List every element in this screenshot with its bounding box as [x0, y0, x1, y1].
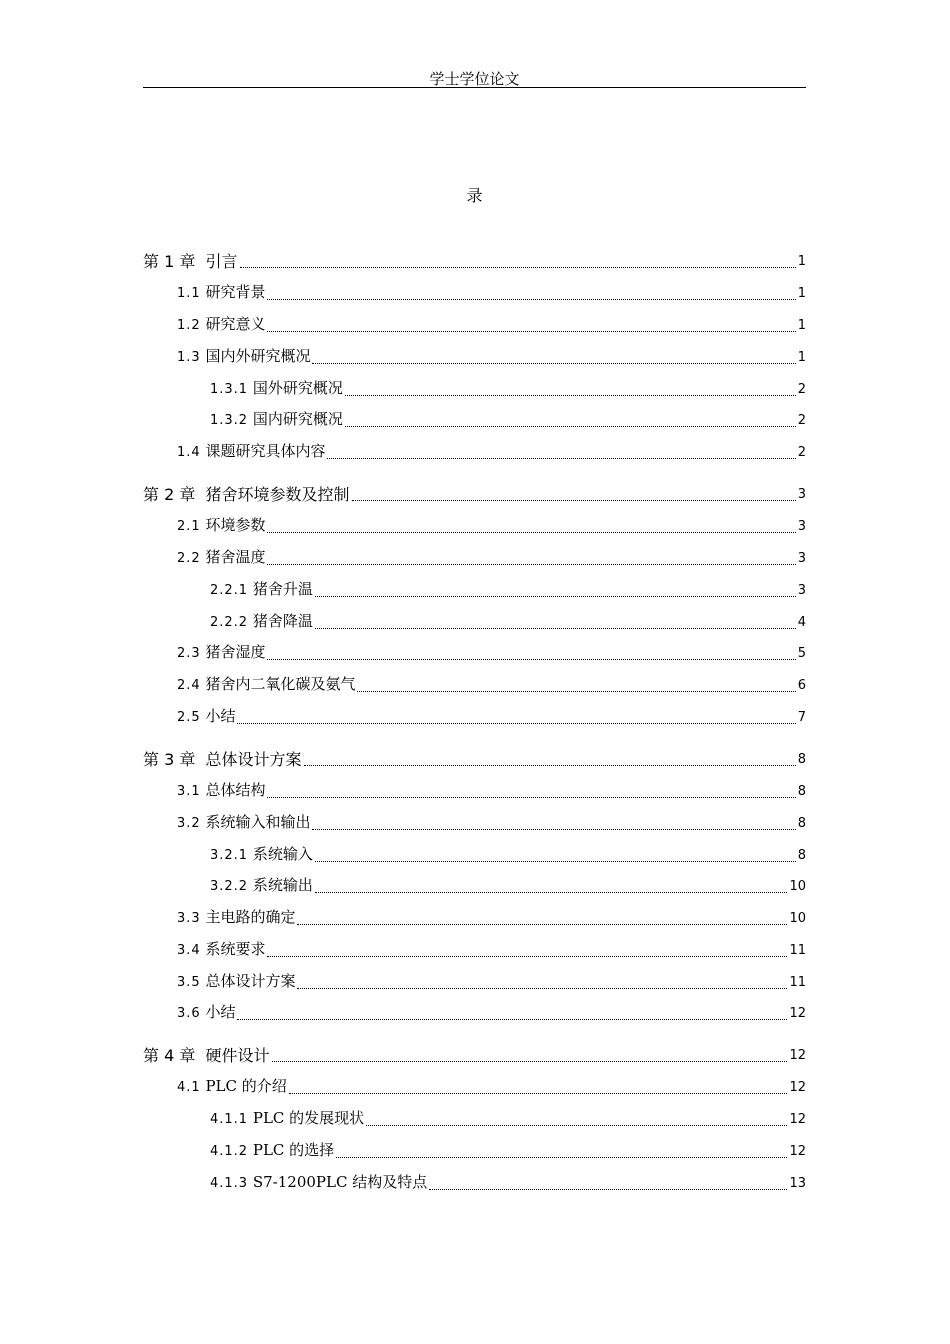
toc-page-number: 1: [797, 254, 806, 269]
toc-entry-text: [210, 611, 313, 633]
toc-entry-text: [177, 971, 295, 993]
toc-entry-text: [210, 1172, 427, 1194]
toc-entry-text: [210, 409, 343, 431]
toc-entry-number: 3.5: [177, 975, 201, 990]
toc-entry-text: [177, 441, 325, 463]
toc-page-number: 1: [797, 286, 806, 301]
toc-page-number: 12: [789, 1080, 806, 1095]
toc-entry-text: [210, 378, 343, 400]
toc-entry[interactable]: [143, 873, 806, 897]
toc-entry-number: 1.3: [177, 350, 201, 365]
toc-entry[interactable]: [143, 937, 806, 961]
toc-entry-text: [210, 875, 313, 897]
toc-entry[interactable]: [143, 439, 806, 463]
toc-entry[interactable]: [143, 481, 806, 505]
toc-entry-number: 1.2: [177, 318, 201, 333]
toc-page-number: 3: [797, 487, 806, 502]
toc-dot-leader: [267, 563, 795, 565]
toc-entry-text: [210, 1108, 364, 1130]
toc-page-number: 5: [797, 646, 806, 661]
toc-entry-label: 课题研究具体内容: [205, 442, 326, 460]
toc-entry[interactable]: [143, 746, 806, 770]
toc-entry-number: 4.1.2: [210, 1144, 249, 1159]
toc-page-number: 7: [797, 710, 806, 725]
toc-entry-label: 小结: [205, 707, 236, 725]
toc-entry-text: [177, 780, 265, 802]
toc-entry-label: 研究背景: [205, 283, 266, 301]
toc-entry-number: 3.2.1: [210, 848, 249, 863]
toc-entry-label: PLC 的介绍: [205, 1077, 287, 1095]
toc-entry[interactable]: [143, 577, 806, 601]
toc-page-number: 4: [797, 615, 806, 630]
toc-page-number: 8: [797, 816, 806, 831]
toc-entry[interactable]: [143, 280, 806, 304]
header-rule: [143, 87, 806, 88]
toc-entry[interactable]: [143, 1042, 806, 1066]
toc-entry-number: 2.3: [177, 646, 201, 661]
toc-dot-leader: [267, 658, 795, 660]
toc-entry-text: [177, 674, 355, 696]
toc-entry-label: 主电路的确定: [205, 908, 296, 926]
toc-entry-number: 2.5: [177, 710, 201, 725]
toc-entry-label: 系统要求: [205, 940, 266, 958]
toc-entry-label: 系统输入和输出: [205, 813, 311, 831]
toc-page-number: 3: [797, 551, 806, 566]
toc-entry-number: 4.1.3: [210, 1176, 249, 1191]
toc-entry[interactable]: [143, 312, 806, 336]
toc-entry-text: [143, 750, 302, 770]
toc-entry-text: [177, 706, 235, 728]
toc-entry-label: 引言: [205, 252, 238, 271]
toc-entry-number: 第 1 章: [143, 252, 196, 271]
toc-entry[interactable]: [143, 640, 806, 664]
toc-entry-label: 猪舍升温: [252, 580, 313, 598]
toc-dot-leader: [289, 1092, 788, 1094]
running-header: 学士学位论文: [429, 70, 520, 88]
toc-entry-number: 1.4: [177, 445, 201, 460]
toc-page-number: 11: [789, 975, 806, 990]
toc-entry-label: 总体设计方案: [205, 750, 302, 769]
toc-entry[interactable]: [143, 1000, 806, 1024]
toc-page-number: 10: [789, 879, 806, 894]
toc-entry-number: 1.1: [177, 286, 201, 301]
toc-dot-leader: [336, 1156, 787, 1158]
toc-entry-label: PLC 的发展现状: [252, 1109, 365, 1127]
toc-entry-text: [177, 1002, 235, 1024]
toc-entry-text: [177, 314, 265, 336]
toc-entry[interactable]: [143, 842, 806, 866]
toc-entry-number: 2.2.1: [210, 583, 249, 598]
toc-entry-label: 系统输入: [252, 845, 313, 863]
toc-page-number: 10: [789, 911, 806, 926]
toc-entry-label: 总体设计方案: [205, 972, 296, 990]
toc-entry[interactable]: [143, 1170, 806, 1194]
toc-dot-leader: [429, 1188, 787, 1190]
toc-dot-leader: [312, 362, 795, 364]
toc-dot-leader: [327, 457, 795, 459]
toc-entry-label: 研究意义: [205, 315, 266, 333]
toc-entry-label: 国外研究概况: [252, 379, 343, 397]
toc-page-number: 2: [797, 413, 806, 428]
toc-entry-number: 3.4: [177, 943, 201, 958]
toc-entry[interactable]: [143, 344, 806, 368]
toc-page-number: 6: [797, 678, 806, 693]
toc-entry-label: 系统输出: [252, 876, 313, 894]
toc-entry-label: 猪舍湿度: [205, 643, 266, 661]
toc-entry-number: 1.3.2: [210, 413, 249, 428]
toc-entry[interactable]: [143, 1138, 806, 1162]
toc-entry-number: 1.3.1: [210, 382, 249, 397]
toc-page-number: 12: [789, 1048, 806, 1063]
toc-dot-leader: [366, 1124, 787, 1126]
toc-entry[interactable]: [143, 905, 806, 929]
toc-entry[interactable]: [143, 778, 806, 802]
toc-entry-text: [143, 252, 238, 272]
toc-dot-leader: [267, 531, 795, 533]
toc-dot-leader: [352, 499, 796, 501]
toc-dot-leader: [240, 266, 796, 268]
toc-entry-text: [210, 579, 313, 601]
toc-entry-number: 3.2.2: [210, 879, 249, 894]
toc-entry-text: [177, 547, 265, 569]
toc-dot-leader: [312, 828, 795, 830]
toc-page-number: 3: [797, 583, 806, 598]
toc-page-number: 8: [797, 752, 806, 767]
toc-entry[interactable]: [143, 1106, 806, 1130]
toc-entry[interactable]: [143, 704, 806, 728]
toc-page-number: 3: [797, 519, 806, 534]
toc-entry-text: [210, 844, 313, 866]
toc-entry[interactable]: [143, 969, 806, 993]
toc-dot-leader: [267, 298, 795, 300]
toc-entry-text: [177, 812, 310, 834]
toc-page-number: 8: [797, 848, 806, 863]
toc-entry[interactable]: [143, 376, 806, 400]
toc-entry-label: 国内外研究概况: [205, 347, 311, 365]
toc-dot-leader: [297, 923, 787, 925]
toc-entry[interactable]: [143, 545, 806, 569]
toc-entry[interactable]: [143, 609, 806, 633]
toc-entry-text: [177, 282, 265, 304]
toc-entry-text: [177, 1076, 287, 1098]
toc-entry-number: 第 4 章: [143, 1046, 196, 1065]
toc-page-number: 13: [789, 1176, 806, 1191]
toc-dot-leader: [315, 627, 796, 629]
toc-entry-number: 3.2: [177, 816, 201, 831]
toc-entry-number: 2.2: [177, 551, 201, 566]
toc-entry-label: PLC 的选择: [252, 1141, 335, 1159]
toc-entry-label: 猪舍内二氧化碳及氨气: [205, 675, 356, 693]
toc-entry[interactable]: [143, 407, 806, 431]
toc-dot-leader: [297, 987, 787, 989]
toc-page-number: 1: [797, 350, 806, 365]
toc-entry-number: 2.2.2: [210, 615, 249, 630]
toc-entry[interactable]: [143, 513, 806, 537]
toc-entry-number: 2.4: [177, 678, 201, 693]
toc-entry-number: 第 2 章: [143, 485, 196, 504]
toc-entry-text: [177, 515, 265, 537]
toc-entry-number: 3.3: [177, 911, 201, 926]
toc-entry[interactable]: [143, 1074, 806, 1098]
toc-title: 录: [466, 186, 483, 205]
toc-entry-number: 3.6: [177, 1006, 201, 1021]
toc-entry-label: 硬件设计: [205, 1046, 270, 1065]
toc-entry-text: [143, 1046, 270, 1066]
toc-dot-leader: [304, 764, 796, 766]
toc-entry[interactable]: [143, 810, 806, 834]
toc-entry-label: 猪舍温度: [205, 548, 266, 566]
toc-dot-leader: [267, 330, 795, 332]
toc-dot-leader: [267, 796, 795, 798]
toc-entry-label: 小结: [205, 1003, 236, 1021]
toc-page-number: 12: [789, 1144, 806, 1159]
toc-entry-text: [177, 642, 265, 664]
toc-dot-leader: [315, 891, 788, 893]
toc-dot-leader: [315, 860, 796, 862]
toc-entry-label: 猪舍环境参数及控制: [205, 485, 350, 504]
toc-entry-label: S7-1200PLC 结构及特点: [252, 1173, 428, 1191]
toc-page-number: 12: [789, 1006, 806, 1021]
toc-dot-leader: [272, 1060, 788, 1062]
toc-entry[interactable]: [143, 248, 806, 272]
toc-dot-leader: [345, 425, 796, 427]
toc-entry-text: [210, 1140, 334, 1162]
toc-page-number: 12: [789, 1112, 806, 1127]
toc-entry-text: [177, 346, 310, 368]
toc-entry-label: 国内研究概况: [252, 410, 343, 428]
toc-dot-leader: [237, 1018, 787, 1020]
toc-entry-text: [177, 907, 295, 929]
toc-page-number: 8: [797, 784, 806, 799]
toc-entry-number: 2.1: [177, 519, 201, 534]
toc-page-number: 2: [797, 445, 806, 460]
toc-entry-label: 总体结构: [205, 781, 266, 799]
toc-page-number: 11: [789, 943, 806, 958]
toc-page-number: 2: [797, 382, 806, 397]
toc-entry-number: 4.1.1: [210, 1112, 249, 1127]
toc-dot-leader: [315, 595, 796, 597]
toc-entry-label: 猪舍降温: [252, 612, 313, 630]
toc-dot-leader: [267, 955, 787, 957]
toc-entry-text: [177, 939, 265, 961]
toc-page-number: 1: [797, 318, 806, 333]
toc-entry-number: 3.1: [177, 784, 201, 799]
toc-dot-leader: [237, 722, 795, 724]
toc-entry-text: [143, 485, 350, 505]
toc-dot-leader: [357, 690, 795, 692]
toc-entry-label: 环境参数: [205, 516, 266, 534]
toc-entry-number: 4.1: [177, 1080, 201, 1095]
toc-entry[interactable]: [143, 672, 806, 696]
toc-dot-leader: [345, 394, 796, 396]
toc-entry-number: 第 3 章: [143, 750, 196, 769]
